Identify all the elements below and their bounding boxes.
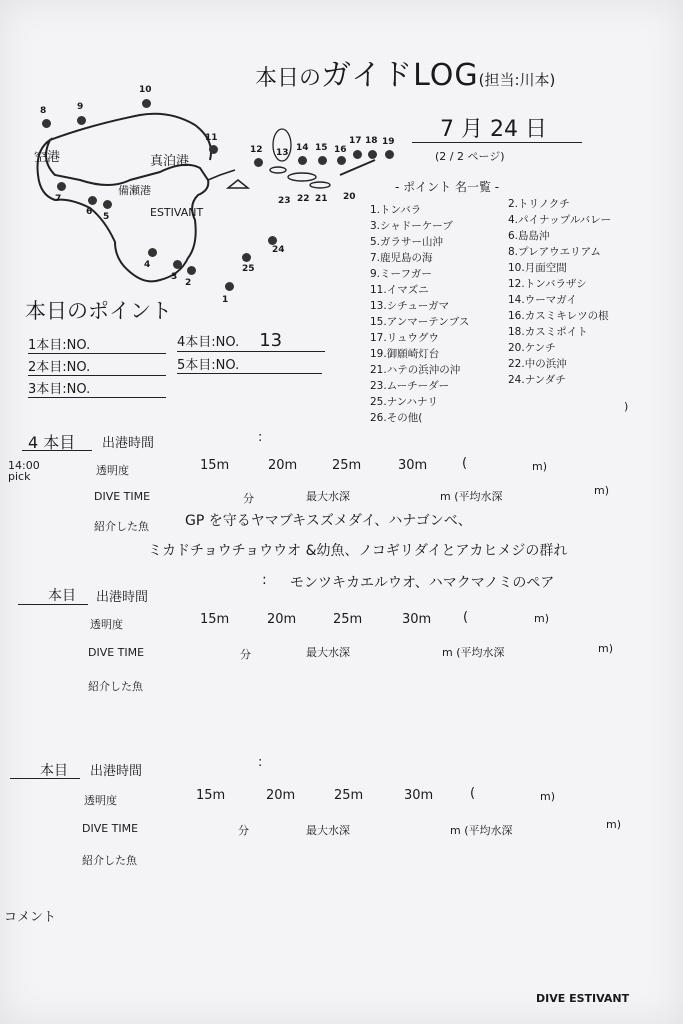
map-point-num: 13 <box>276 148 289 158</box>
point-item: 21.ハテの浜沖の沖 <box>370 364 461 376</box>
map-point-dot <box>88 196 97 205</box>
section-2-maxdepth: 最大水深 <box>306 646 350 659</box>
section-2-avg-m: m) <box>598 642 614 655</box>
today-points-heading: 本日のポイント <box>25 299 172 323</box>
point-item: 14.ウーマガイ <box>508 294 577 306</box>
today-point-row-1: 1本目:NO. <box>28 334 166 354</box>
map-point-num: 12 <box>250 145 263 155</box>
map-point-num: 2 <box>185 278 192 288</box>
today-point-row-4: 4本目:NO. 13 <box>177 330 325 352</box>
map-point-dot <box>254 158 263 167</box>
section-3-underline <box>10 778 80 779</box>
today-point-row-3: 3本目:NO. <box>28 378 166 398</box>
section-2-paren: ( <box>463 610 469 625</box>
point-item: 3.シャドーケーブ <box>370 220 453 232</box>
point-list-left <box>370 202 469 426</box>
map-point-dot <box>385 150 394 159</box>
point-list-heading: - ポイント 名一覧 - <box>395 180 500 194</box>
map-point-dot <box>103 200 112 209</box>
section-3-colon: : <box>258 755 263 770</box>
map-point-num: 22 <box>297 194 310 204</box>
section-1-pick: 14:00 pick <box>8 459 40 483</box>
section-1-v25: 25m <box>332 458 362 473</box>
section-2-depart: 出港時間 <box>96 590 149 605</box>
section-3-maxdepth: 最大水深 <box>306 824 350 837</box>
today-point-row-2: 2本目:NO. <box>28 356 166 376</box>
point-item: 18.カスミポイト <box>508 326 588 338</box>
point-item: 17.リュウグウ <box>370 332 439 344</box>
title-prefix: 本日の <box>255 66 322 91</box>
section-2-visibility: 透明度 <box>90 618 123 631</box>
map-point-dot <box>337 156 346 165</box>
cape-line <box>208 170 235 180</box>
map-point-num: 7 <box>55 194 62 204</box>
title-main: ガイドLOG <box>321 58 479 93</box>
section-2-fish-label: 紹介した魚 <box>88 680 143 693</box>
section-2-v25: 25m <box>333 612 363 627</box>
map-point-dot <box>242 253 251 262</box>
section-2-v20: 20m <box>267 612 297 627</box>
title-guide: (担当:川本) <box>478 71 556 89</box>
section-1-fish-line-3: モンツキカエルウオ、ハマクマノミのペア <box>290 575 555 591</box>
point-item: 6.島島沖 <box>508 230 550 242</box>
section-3-paren-m: m) <box>540 790 556 803</box>
section-1-fish-label: 紹介した魚 <box>94 520 149 533</box>
section-1-fish-line-2: ミカドチョウチョウウオ &幼魚、ノコギリダイとアカヒメジの群れ <box>148 543 568 559</box>
map-point-dot <box>187 266 196 275</box>
section-3-v25: 25m <box>334 788 364 803</box>
map-point-num: 5 <box>103 212 110 222</box>
section-2-min: 分 <box>240 648 251 661</box>
section-1-avg: m (平均水深 <box>440 490 503 503</box>
reef-22 <box>310 182 330 188</box>
section-1-paren-m: m) <box>532 460 548 473</box>
map-point-dot <box>298 156 307 165</box>
section-2-divetime: DIVE TIME <box>88 646 145 659</box>
point-item: 11.イマズニ <box>370 284 429 296</box>
map-point-dot <box>368 150 377 159</box>
point-item: 1.トンバラ <box>370 204 422 216</box>
map-point-dot <box>318 156 327 165</box>
map-point-num: 16 <box>334 145 347 155</box>
today-point-row-5: 5本目:NO. <box>177 354 322 374</box>
map-point-dot <box>57 182 66 191</box>
section-1-maxdepth: 最大水深 <box>306 490 350 503</box>
section-3-avg-m: m) <box>606 818 622 831</box>
section-3-title: 本目 <box>40 763 68 779</box>
map-point-dot <box>268 236 277 245</box>
map-point-dot <box>77 116 86 125</box>
map-point-dot <box>225 282 234 291</box>
section-1-title: 4 本目 <box>28 433 76 452</box>
map-point-num: 11 <box>205 133 218 143</box>
point-item: 19.御願崎灯台 <box>370 348 440 360</box>
point-item: 22.中の浜沖 <box>508 358 567 370</box>
map-point-num: 10 <box>139 85 152 95</box>
section-2-underline <box>18 604 88 605</box>
section-1-min: 分 <box>243 492 254 505</box>
map-point-num: 1 <box>222 295 229 305</box>
point-item: 15.アンマーテンブス <box>370 316 470 328</box>
section-3-visibility: 透明度 <box>84 794 117 807</box>
section-1-v15: 15m <box>200 458 230 473</box>
section-3-min: 分 <box>238 824 249 837</box>
section-3-depart: 出港時間 <box>90 764 143 779</box>
map-point-num: 19 <box>382 137 395 147</box>
map-point-num: 6 <box>86 207 93 217</box>
point-item: 5.ガラサー山沖 <box>370 236 444 248</box>
map-point-num: 18 <box>365 136 378 146</box>
section-1-colon: : <box>258 430 263 445</box>
section-1-avg-m: m) <box>594 484 610 497</box>
reef-21 <box>270 167 286 173</box>
point-item: 12.トンバラザシ <box>508 278 587 290</box>
section-1-depart: 出港時間 <box>102 436 155 451</box>
point-list-close: ) <box>624 400 629 413</box>
section-1-v20: 20m <box>268 458 298 473</box>
section-3-v20: 20m <box>266 788 296 803</box>
section-3-v30: 30m <box>404 788 434 803</box>
reef-23 <box>288 173 316 181</box>
section-3-avg: m (平均水深 <box>450 824 513 837</box>
map-point-num: 21 <box>315 194 328 204</box>
map-point-num: 23 <box>278 196 291 206</box>
map-point-num: 15 <box>315 143 328 153</box>
comment-label: コメント <box>4 910 57 925</box>
map-point-num: 8 <box>40 106 47 116</box>
section-1-divetime: DIVE TIME <box>94 490 151 503</box>
section-1-colon-2: : <box>262 572 267 588</box>
page-count: (2 / 2 ページ) <box>435 150 505 163</box>
map-point-num: 24 <box>272 245 285 255</box>
point-item: 24.ナンダチ <box>508 374 566 386</box>
map-point-dot <box>148 248 157 257</box>
point-item: 20.ケンチ <box>508 342 556 354</box>
log-date: 7 月 24 日 <box>440 117 547 142</box>
section-2-avg: m (平均水深 <box>442 646 505 659</box>
map-point-dot <box>353 150 362 159</box>
point-item: 25.ナンハナリ <box>370 396 438 408</box>
map-point-num: 4 <box>144 260 151 270</box>
point-item: 2.トリノクチ <box>508 198 570 210</box>
map-label-maura: 真泊港 <box>150 154 190 169</box>
point-item: 9.ミーフガー <box>370 268 432 280</box>
map-point-num: 14 <box>296 143 309 153</box>
point-item: 16.カスミキレツの根 <box>508 310 609 322</box>
section-1-v30: 30m <box>398 458 428 473</box>
map-point-num: 3 <box>171 272 178 282</box>
map-point-num: 9 <box>77 102 84 112</box>
point-item: 4.パイナップルバレー <box>508 214 612 226</box>
section-2-paren-m: m) <box>534 612 550 625</box>
map-label-estivant: ESTIVANT <box>150 206 204 219</box>
point-item: 10.月面空間 <box>508 262 567 274</box>
section-3-fish-label: 紹介した魚 <box>82 854 137 867</box>
point-item: 23.ムーチーダー <box>370 380 450 392</box>
map-point-dot <box>42 119 51 128</box>
point-item: 26.その他( <box>370 412 423 424</box>
map-label-bijinko: 備瀬港 <box>118 184 151 197</box>
section-1-visibility: 透明度 <box>96 464 129 477</box>
map-point-num: 25 <box>242 264 255 274</box>
map-point-dot <box>173 260 182 269</box>
map-point-dot <box>209 145 218 154</box>
section-2-v30: 30m <box>402 612 432 627</box>
section-1-fish-line-1: GP を守るヤマブキスズメダイ、ハナゴンベ、 <box>185 513 472 529</box>
point-list-right <box>508 196 611 388</box>
point-item: 7.鹿児島の海 <box>370 252 433 264</box>
map-point-num: 17 <box>349 136 362 146</box>
footer-brand: DIVE ESTIVANT <box>536 992 630 1005</box>
section-2-v15: 15m <box>200 612 230 627</box>
section-3-v15: 15m <box>196 788 226 803</box>
section-3-paren: ( <box>470 786 476 801</box>
date-underline <box>412 142 582 143</box>
estivant-marker <box>228 180 248 188</box>
point-item: 8.プレアウエリアム <box>508 246 601 258</box>
section-1-underline <box>22 450 92 451</box>
map-point-num: 20 <box>343 192 356 202</box>
point-item: 13.シチューガマ <box>370 300 450 312</box>
map-label-kuko: 空港 <box>34 150 61 165</box>
section-3-divetime: DIVE TIME <box>82 822 139 835</box>
section-1-paren: ( <box>462 456 468 471</box>
map-point-dot <box>142 99 151 108</box>
section-2-title: 本目 <box>48 588 76 604</box>
